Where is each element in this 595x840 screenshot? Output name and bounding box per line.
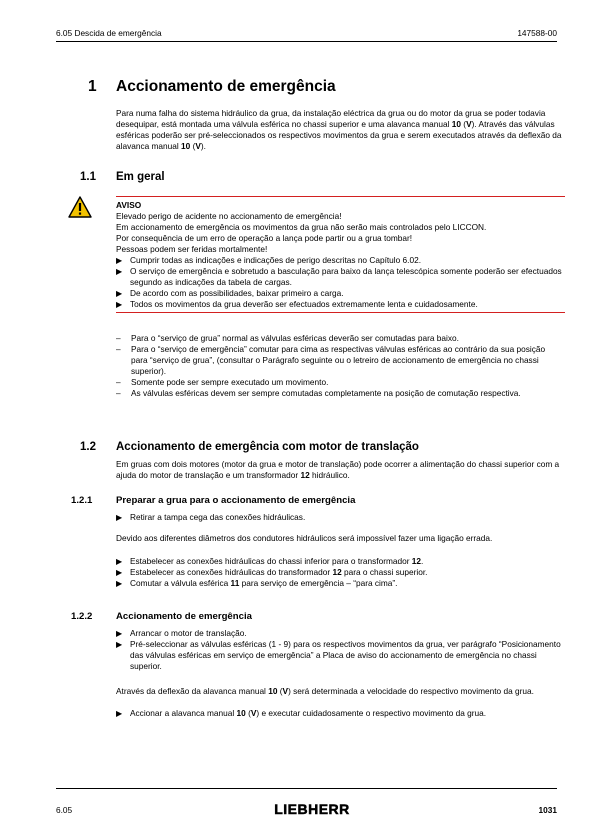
page-number: 1031 [538,805,557,815]
warning-step: ▶ Cumprir todas as indicações e indicações de perigo descritas no Capítulo 6.02. [116,255,422,265]
warning-step: ▶ De acordo com as possibilidades, baixar primeiro a carga. [116,288,344,298]
section-1-2-1-number: 1.2.1 [71,495,93,506]
warning-step: ▶ Todos os movimentos da grua deverão ser efectuados extremamente lenta e cuidadosamente. [116,299,478,309]
section-1-2-1-title: Preparar a grua para o accionamento de emergência [116,495,356,506]
section-1-2-1-text: Devido aos diferentes diâmetros dos condutores hidráulicos será impossível fazer uma ligação errada. [116,533,493,543]
step-item: ▶ Comutar a válvula esférica 11 para serviço de emergência – “para cima”. [116,578,398,588]
warning-triangle-icon [68,196,92,218]
step-marker-icon: ▶ [116,256,123,265]
section-1-1-title: Em geral [116,171,165,183]
section-1-2-2-last [116,708,564,719]
step-marker-icon: ▶ [116,267,123,276]
step-marker-icon: ▶ [116,300,123,309]
dash-item: – Somente pode ser sempre executado um movimento. [116,377,329,387]
step-marker-icon: ▶ [116,640,123,649]
warning-line: Em accionamento de emergência os movimentos da grua não serão mais controlados pelo LICCON. [116,222,487,232]
footer-section: 6.05 [56,805,73,815]
dash-item: – Para o “serviço de emergência” comutar para cima as respectivas válvulas esféricas ao contrário da sua posição para “serviço de grua”, (consultar o Parágrafo seguinte ou o letreiro de accionamento de emergência no chassi superior). [116,344,546,376]
section-1-2-2-number: 1.2.2 [71,611,93,622]
step-item: ▶ Accionar a alavanca manual 10 (V) e executar cuidadosamente o respectivo movimento da grua. [116,708,487,718]
step-marker-icon: ▶ [116,579,123,588]
chapter-intro: Para numa falha do sistema hidráulico da grua, da instalação eléctrica da grua ou do motor da grua se poder todavia desequipar, está montada uma válvula esférica no chassi superior e uma alavanca manual 10 (V). Através das válvulas esféricas poderão ser pré-seleccionados os respectivos movimentos da grua e serem executados através da deflexão da alavanca manual 10 (V). [116,108,562,151]
step-item: ▶ Pré-seleccionar as válvulas esféricas (1 - 9) para os respectivos movimentos da grua, ver parágrafo “Posicionamento das válvulas esféricas em serviço de emergência” a Placa de aviso do accionamento de emergência no chassi superior. [116,639,561,671]
section-1-2-2-text: Através da deflexão da alavanca manual 10 (V) será determinada a velocidade do respectivo movimento da grua. [116,686,534,696]
dash-item: – As válvulas esféricas devem ser sempre comutadas completamente na posição de comutação respectiva. [116,388,521,398]
step-marker-icon: ▶ [116,557,123,566]
dash-list [116,333,564,399]
warning-line: Elevado perigo de acidente no accionamento de emergência! [116,211,342,221]
section-1-2-text: Em gruas com dois motores (motor da grua e motor de translação) pode ocorrer a alimentação do chassi superior com a ajuda do motor de translação e um transformador 12 hidráulico. [116,459,560,480]
step-item: ▶ Estabelecer as conexões hidráulicas do chassi inferior para o transformador 12. [116,556,424,566]
step-marker-icon: ▶ [116,709,123,718]
section-1-2-1-steps-a [116,512,564,523]
header-doc-id: 147588-00 [517,28,557,38]
section-1-2-number: 1.2 [80,441,96,453]
step-marker-icon: ▶ [116,568,123,577]
warning-line: Por consequência de um erro de operação a lança pode partir ou a grua tombar! [116,233,413,243]
section-1-2-title: Accionamento de emergência com motor de translação [116,441,419,453]
page-header [56,28,557,42]
step-item: ▶ Arrancar o motor de translação. [116,628,247,638]
warning-title: AVISO [116,200,142,210]
warning-step: ▶ O serviço de emergência e sobretudo a basculação para baixo da lança telescópica somente poderão ser efectuados segundo as indicações da tabela de cargas. [116,266,562,287]
header-section: 6.05 Descida de emergência [56,28,162,38]
page-footer [56,788,557,820]
step-marker-icon: ▶ [116,629,123,638]
step-marker-icon: ▶ [116,513,123,522]
section-1-1-number: 1.1 [80,171,96,183]
svg-text:LIEBHERR: LIEBHERR [274,801,350,817]
dash-item: – Para o “serviço de grua” normal as válvulas esféricas deverão ser comutadas para baixo. [116,333,459,343]
warning-box [116,196,565,313]
chapter-number: 1 [88,78,97,95]
section-1-2-1-steps-b [116,556,564,589]
warning-line: Pessoas podem ser feridas mortalmente! [116,244,268,254]
section-1-2-2-title: Accionamento de emergência [116,611,252,622]
chapter-title: Accionamento de emergência [116,78,336,95]
step-item: ▶ Estabelecer as conexões hidráulicas do transformador 12 para o chassi superior. [116,567,428,577]
liebherr-logo [264,801,360,817]
step-marker-icon: ▶ [116,289,123,298]
section-1-2-2-steps [116,628,564,672]
step-item: ▶ Retirar a tampa cega das conexões hidráulicas. [116,512,306,522]
